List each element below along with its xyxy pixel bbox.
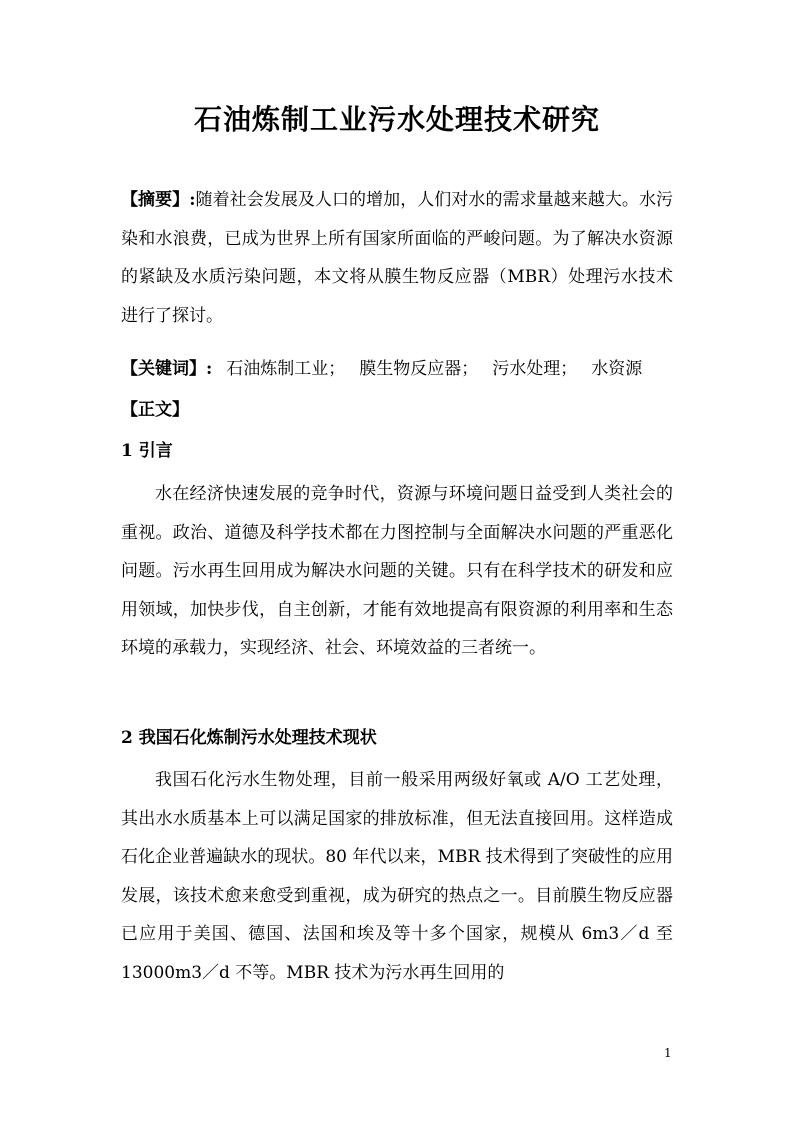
section-heading-introduction: 1 引言 xyxy=(121,441,173,461)
section-paragraph-status: 我国石化污水生物处理，目前一般采用两级好氧或 A/O 工艺处理，其出水水质基本上可以满足国家的排放标准，但无法直接回用。这样造成石化企业普遍缺水的现状。80 年代以来，MBR 技术得到了突破性的应用发展，该技术愈来愈受到重视，成为研究的热点之一。目前膜生物反应器已应用于美国、德国、法国和埃及等十多个国家，规模从 6m3／d 至 13000m3／d 不等。MBR 技术为污水再生回用的 xyxy=(121,770,673,983)
keywords xyxy=(121,350,673,389)
keyword-item: 膜生物反应器； xyxy=(359,359,479,379)
keyword-item: 石油炼制工业； xyxy=(226,359,346,379)
keyword-item: 水资源 xyxy=(591,359,643,379)
body-label: 【正文】 xyxy=(121,400,189,420)
abstract xyxy=(121,181,673,335)
keywords-label: 【关键词】: xyxy=(121,359,213,379)
section-heading-status: 2 我国石化炼制污水处理技术现状 xyxy=(121,728,377,748)
section-paragraph-introduction: 水在经济快速发展的竞争时代，资源与环境问题日益受到人类社会的重视。政治、道德及科学技术都在力图控制与全面解决水问题的严重恶化问题。污水再生回用成为解决水问题的关键。只有在科学技术的研发和应用领域，加快步伐，自主创新，才能有效地提高有限资源的利用率和生态环境的承载力，实现经济、社会、环境效益的三者统一。 xyxy=(121,484,673,658)
abstract-label: 【摘要】: xyxy=(121,190,196,210)
document-title: 石油炼制工业污水处理技术研究 xyxy=(193,103,600,136)
keyword-item: 污水处理； xyxy=(492,359,578,379)
abstract-text: 随着社会发展及人口的增加，人们对水的需求量越来越大。水污染和水浪费，已成为世界上所有国家所面临的严峻问题。为了解决水资源的紧缺及水质污染问题，本文将从膜生物反应器（MBR）处理污水技术进行了探讨。 xyxy=(121,190,674,326)
page-number: 1 xyxy=(664,1046,672,1060)
